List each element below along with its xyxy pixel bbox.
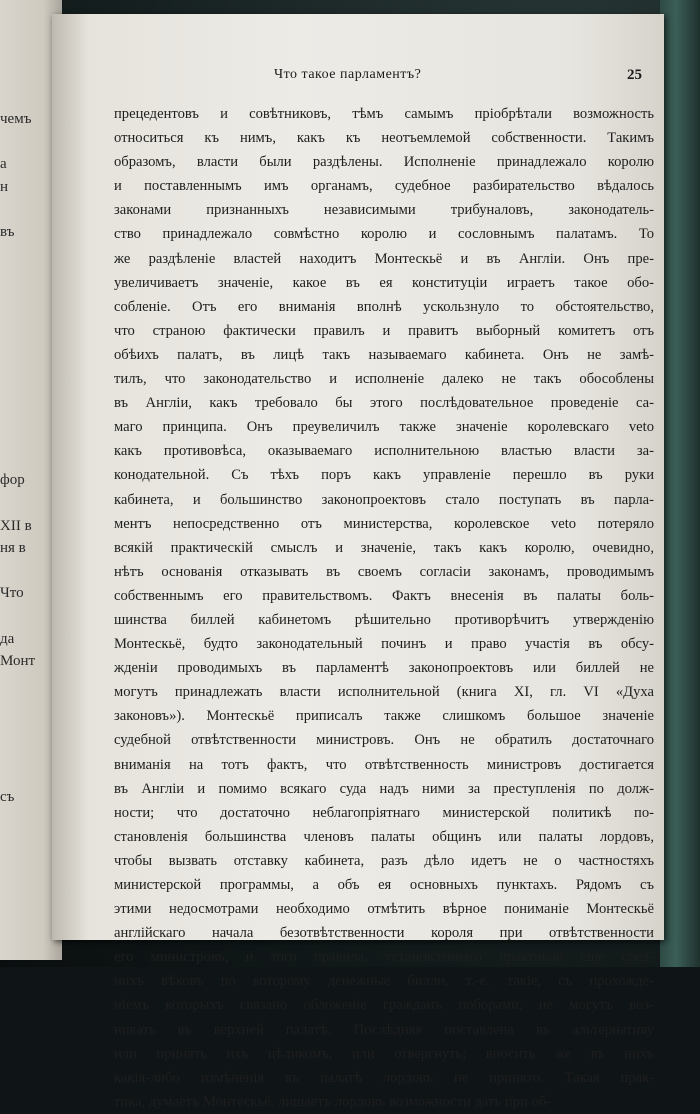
left-page-line: XII в xyxy=(0,517,32,534)
text-line: или принять ихъ цѣликомъ, или отвергнуть; вносить же въ нихъ xyxy=(114,1045,654,1062)
text-line: въ Англіи и помимо всякаго суда надъ ними за преступленія по долж- xyxy=(114,780,654,797)
text-line: собленіе. Отъ его вниманія вполнѣ ускользнуло то обстоятельство, xyxy=(114,298,654,315)
text-line: тика, думаетъ Монтескьё, лишаетъ лордовъ возможности дать при об- xyxy=(114,1093,551,1110)
body-text xyxy=(114,102,654,1114)
left-page-line: Что xyxy=(0,585,24,602)
text-line: вниманія на тотъ фактъ, что отвѣтственность министровъ достигается xyxy=(114,756,654,773)
text-line: его министровъ, и того правила, установленнаго практикой еще сред- xyxy=(114,949,654,966)
text-line: относиться къ нимъ, какъ къ неотъемлемой собственности. Такимъ xyxy=(114,130,654,147)
text-line: этими недосмотрами необходимо отмѣтить вѣрное пониманіе Монтескьё xyxy=(114,901,654,918)
text-line: и поставленнымъ имъ органамъ, судебное разбирательство вѣдалось xyxy=(114,178,654,195)
left-page-line: н xyxy=(0,178,9,195)
text-line: образомъ, власти были раздѣлены. Исполненіе принадлежало королю xyxy=(114,154,654,171)
page-number: 25 xyxy=(627,67,642,83)
text-line: министерской программы, а объ ея основныхъ пунктахъ. Рядомъ съ xyxy=(114,877,654,893)
text-line: же раздѣленіе властей находитъ Монтескьё и въ Англіи. Онъ пре- xyxy=(114,250,654,267)
text-line: ство принадлежало совмѣстно королю и сословнымъ палатамъ. То xyxy=(114,226,654,243)
text-line: никать въ верхней палатѣ. Послѣдняя поставлена въ альтернативу xyxy=(114,1021,654,1038)
text-line: ности; что достаточно неблагопріятнаго министерской политикѣ по- xyxy=(114,804,654,821)
left-page-line: Монт xyxy=(0,653,36,670)
text-line: тилъ, что законодательство и исполненіе далеко не такъ обособлены xyxy=(114,371,654,388)
text-line: какія-либо измѣненія въ палатѣ лордовъ не принято. Такая прак- xyxy=(114,1069,654,1086)
left-page-line: фор xyxy=(0,472,25,489)
text-line: нихъ вѣковъ по которому денежные билли, т.-е. такіе, съ прохожде- xyxy=(114,973,654,990)
text-line: увеличиваетъ значеніе, какое въ ея конституціи играетъ такое обо- xyxy=(114,274,654,291)
text-line: становленія большинства членовъ палаты общинъ или палаты лордовъ, xyxy=(114,828,654,845)
text-line: англійскаго начала безотвѣтственности короля при отвѣтственности xyxy=(114,925,654,942)
text-line: прецедентовъ и совѣтниковъ, тѣмъ самымъ пріобрѣтали возможность xyxy=(114,106,654,122)
text-line: нѣтъ основанія отказывать въ своемъ согласіи законамъ, проводимымъ xyxy=(114,563,654,580)
text-line: могутъ принадлежать власти исполнительной (книга XI, гл. VI «Духа xyxy=(114,684,654,701)
left-page-line: въ xyxy=(0,223,15,240)
text-line: жденіи проводимыхъ въ парламентѣ законопроектовъ или биллей не xyxy=(114,660,654,677)
text-line: кабинета, и большинство законопроектовъ стало поступать въ парла- xyxy=(114,491,654,508)
text-line: собственнымъ его правительствомъ. Фактъ внесенія въ палаты боль- xyxy=(114,587,654,604)
left-page-line: а xyxy=(0,156,7,172)
text-line: маго принципа. Онъ преувеличилъ также значеніе королевскаго veto xyxy=(114,419,654,436)
text-line: ментъ непосредственно отъ министерства, королевское veto потеряло xyxy=(114,515,654,532)
text-line: судебной отвѣтственности министровъ. Онъ не обратилъ достаточнаго xyxy=(114,732,654,749)
text-line: конодательной. Съ тѣхъ поръ какъ управленіе перешло въ руки xyxy=(114,467,654,484)
text-line: какъ противовѣса, оказываемаго исполнительною властью власти за- xyxy=(114,443,654,460)
text-line: шинства биллей кабинетомъ рѣшительно противорѣчитъ утвержденію xyxy=(114,611,654,628)
text-line: что страною фактически правилъ и правитъ выборный комитетъ отъ xyxy=(114,322,654,339)
text-line: обѣихъ палатъ, въ лицѣ такъ называемаго кабинета. Онъ не замѣ- xyxy=(114,346,654,363)
running-header-title: Что такое парламентъ? xyxy=(274,67,422,82)
text-line: законовъ»). Монтескьё приписалъ также слишкомъ большое значеніе xyxy=(114,708,654,725)
text-line: чтобы вызвать отставку кабинета, разъ дѣло идетъ не о частностяхъ xyxy=(114,852,654,869)
left-page-line: чемъ xyxy=(0,110,32,127)
text-line: въ Англіи, какъ требовало бы этого послѣдовательное проведеніе са- xyxy=(114,395,654,412)
book-cover-edge xyxy=(660,0,700,967)
text-line: Монтескьё, будто законодательный починъ и право участія въ обсу- xyxy=(114,636,654,653)
text-line: законами признанныхъ независимыми трибуналовъ, законодатель- xyxy=(114,202,654,219)
left-page-line: да xyxy=(0,630,15,647)
left-page-line: ня в xyxy=(0,540,26,557)
left-page-line: съ xyxy=(0,788,15,805)
text-line: ніемъ которыхъ связано обложеніе гражданъ поборами, не могутъ воз- xyxy=(114,997,654,1014)
right-page xyxy=(52,14,664,1110)
text-line: всякій практическій смыслъ и значеніе, такъ какъ королю, очевидно, xyxy=(114,539,654,556)
